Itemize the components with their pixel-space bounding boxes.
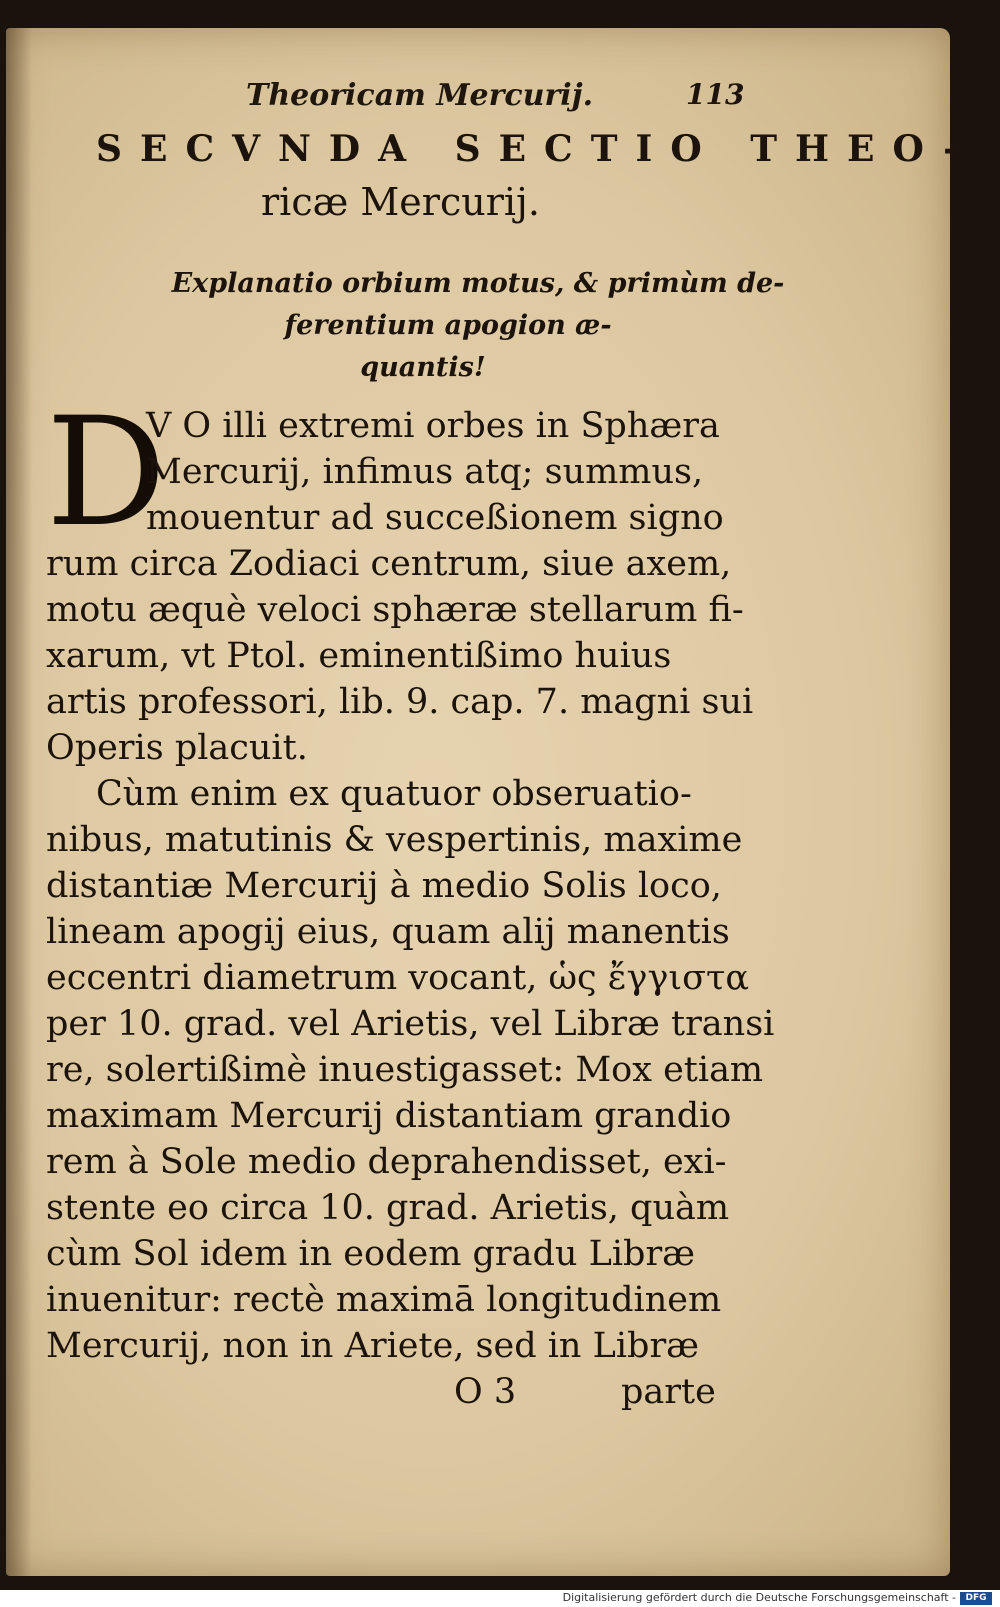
book-page: [6, 28, 977, 1576]
signature-mark: O 3: [454, 1372, 517, 1412]
body-line: distantiæ Mercurij à medio Solis loco,: [46, 866, 722, 906]
subheading-line3: quantis!: [360, 352, 486, 383]
running-head: Theoricam Mercurij.: [246, 78, 594, 113]
body-line: per 10. grad. vel Arietis, vel Libræ transi: [46, 1004, 775, 1044]
section-title-line2: ricæ Mercurij.: [261, 180, 540, 224]
body-line: lineam apogij eius, quam alij manentis: [46, 912, 730, 952]
body-line: maximam Mercurij distantiam grandio: [46, 1096, 732, 1136]
page-number: 113: [686, 78, 745, 111]
body-line: xarum, vt Ptol. eminentißimo huius: [46, 636, 672, 676]
body-line: inuenitur: rectè maximā longitudinem: [46, 1280, 722, 1320]
footer-bar: [0, 1590, 1000, 1607]
body-line: eccentri diametrum vocant, ὡς ἔγγιστα: [46, 958, 749, 998]
catchword: parte: [621, 1372, 716, 1412]
body-line: artis professori, lib. 9. cap. 7. magni sui: [46, 682, 754, 722]
body-line: mouentur ad succeßionem signo: [146, 498, 724, 538]
body-line: rem à Sole medio deprahendisset, exi-: [46, 1142, 727, 1182]
section-title-line1: SECVNDA SECTIO THEO-: [96, 128, 977, 170]
body-line: cùm Sol idem in eodem gradu Libræ: [46, 1234, 696, 1274]
dfg-logo: DFG: [960, 1592, 992, 1605]
subheading-line2: ferentium apogion æ-: [284, 310, 612, 341]
body-line: Mercurij, infimus atq; summus,: [146, 452, 704, 492]
body-line: rum circa Zodiaci centrum, siue axem,: [46, 544, 732, 584]
body-line: stente eo circa 10. grad. Arietis, quàm: [46, 1188, 730, 1228]
footer-credit: Digitalisierung gefördert durch die Deutsche Forschungsgemeinschaft -: [562, 1591, 956, 1604]
body-line: Cùm enim ex quatuor obseruatio-: [96, 774, 692, 814]
body-line: V O illi extremi orbes in Sphæra: [146, 406, 720, 446]
page-gutter-shadow: [6, 28, 32, 1576]
body-line: re, solertißimè inuestigasset: Mox etiam: [46, 1050, 764, 1090]
body-line: motu æquè veloci sphæræ stellarum fi-: [46, 590, 744, 630]
subheading-line1: Explanatio orbium motus, & primùm de-: [171, 268, 785, 299]
body-line: Mercurij, non in Ariete, sed in Libræ: [46, 1326, 700, 1366]
body-line: nibus, matutinis & vespertinis, maxime: [46, 820, 743, 860]
drop-cap: D: [46, 386, 167, 560]
body-line: Operis placuit.: [46, 728, 308, 768]
